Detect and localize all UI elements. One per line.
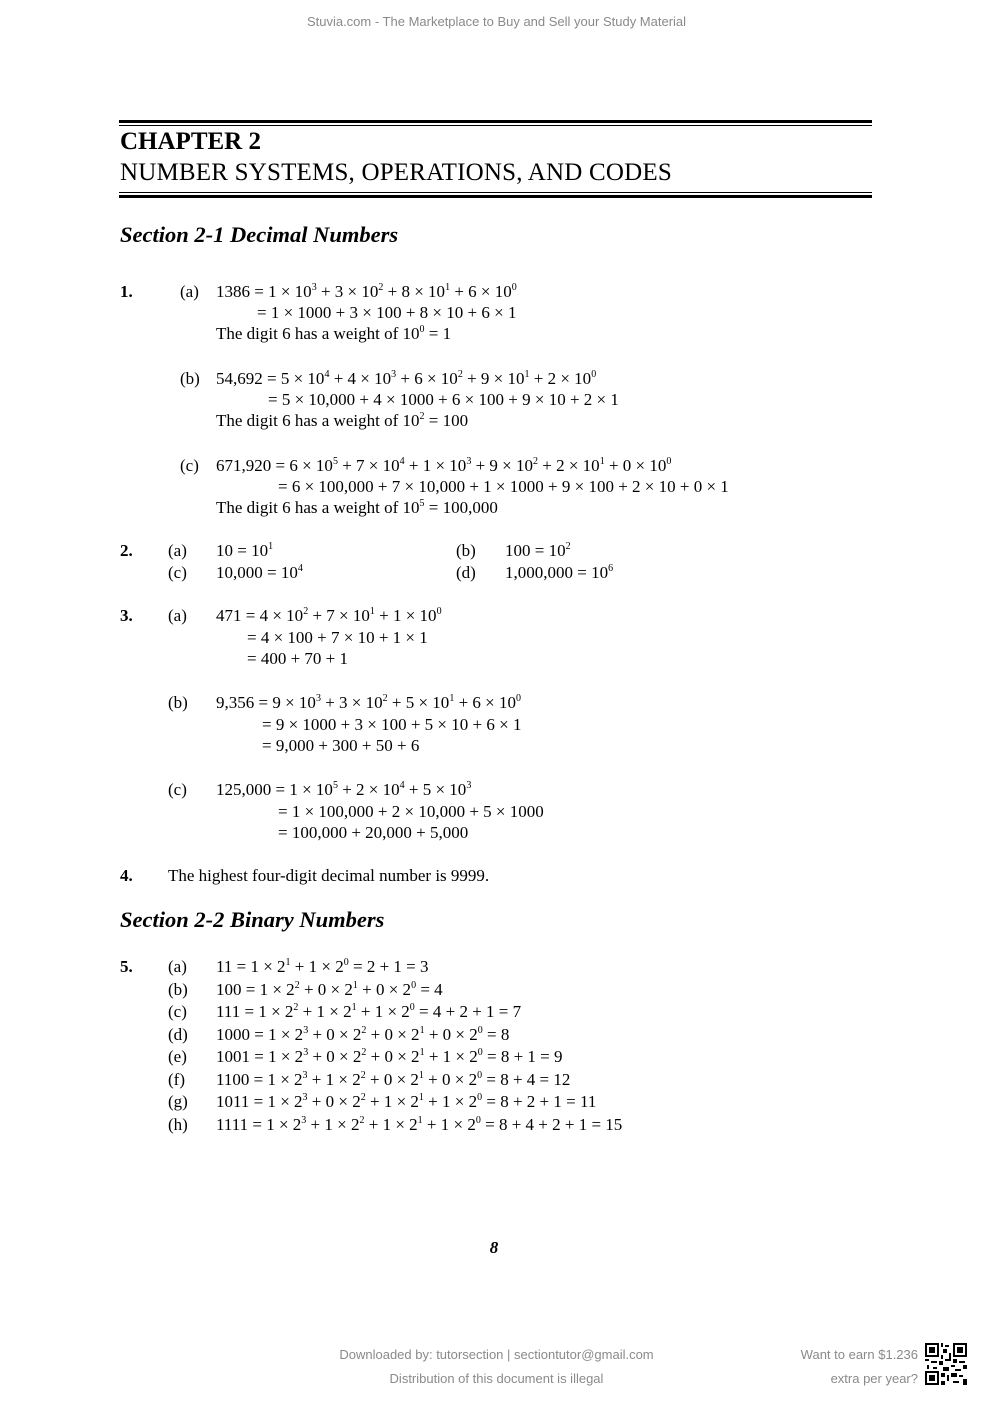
p3-c-eq3: = 100,000 + 20,000 + 5,000 bbox=[278, 823, 469, 842]
footer-promo-line2[interactable]: extra per year? bbox=[830, 1371, 918, 1386]
p2-d-eq: $1,000,000 = 10^6$ bbox=[505, 563, 614, 582]
p2-a-label: (a) bbox=[168, 541, 187, 560]
chapter-top-rule-thin bbox=[119, 125, 872, 126]
p5-item-equation: $100 = 1 \times 2^2 + 0 \times 2^1 + 0 \times 2^0 = 4$ bbox=[216, 979, 443, 999]
p3-a-label: (a) bbox=[168, 606, 187, 625]
p1-b-note: The digit 6 has a weight of $10^2 = 100$ bbox=[216, 411, 469, 430]
chapter-bottom-rule-thick bbox=[119, 195, 872, 198]
p3-a-eq3: = 400 + 70 + 1 bbox=[247, 649, 349, 668]
p5-item-equation: $111 = 1 \times 2^2 + 1 \times 2^1 + 1 \times 2^0 = 4 + 2 + 1 = 7$ bbox=[216, 1002, 522, 1021]
p5-item-label: (e) bbox=[168, 1047, 187, 1066]
problem-number-4: 4. bbox=[120, 866, 133, 885]
p1-b-eq1: $54,692 = 5 \times 10^4 + 4 \times 10^3 + 6 \times 10^2 + 9 \times 10^1 + 2 \times 10^0$ bbox=[216, 369, 597, 388]
p1-c-eq1: $671,920 = 6 \times 10^5 + 7 \times 10^4 + 1 \times 10^3 + 9 \times 10^2 + 2 \times 10^1 + 0 \times 10^0$ bbox=[216, 456, 672, 475]
site-banner: Stuvia.com - The Marketplace to Buy and Sell your Study Material bbox=[306, 14, 687, 29]
p5-item-label: (b) bbox=[168, 979, 188, 999]
p1-c-label: (c) bbox=[180, 456, 199, 475]
p5-item-equation: $11 = 1 \times 2^1 + 1 \times 2^0 = 2 + 1 = 3$ bbox=[216, 957, 429, 976]
p1-a-label: (a) bbox=[180, 282, 199, 301]
p1-b-eq2: = 5 × 10,000 + 4 × 1000 + 6 × 100 + 9 × 10 + 2 × 1 bbox=[268, 390, 619, 409]
p5-item-label: (h) bbox=[168, 1114, 188, 1134]
p3-c-eq1: $125,000 = 1 \times 10^5 + 2 \times 10^4 + 5 \times 10^3$ bbox=[216, 780, 472, 799]
chapter-top-rule-thick bbox=[119, 120, 872, 123]
p3-b-label: (b) bbox=[168, 693, 188, 712]
p2-b-label: (b) bbox=[456, 541, 476, 560]
problem-number-5: 5. bbox=[120, 957, 133, 976]
p1-c-eq2: = 6 × 100,000 + 7 × 10,000 + 1 × 1000 + 9 × 100 + 2 × 10 + 0 × 1 bbox=[278, 477, 729, 496]
p1-b-label: (b) bbox=[180, 369, 200, 388]
p5-item-label: (a) bbox=[168, 957, 187, 976]
section-heading-2-2: Section 2-2 Binary Numbers bbox=[120, 907, 385, 932]
p5-item-equation: $1011 = 1 \times 2^3 + 0 \times 2^2 + 1 \times 2^1 + 1 \times 2^0 = 8 + 2 + 1 = 11$ bbox=[216, 1092, 597, 1111]
p1-c-note: The digit 6 has a weight of $10^5 = 100,000$ bbox=[216, 498, 498, 517]
p1-a-eq2: = 1 × 1000 + 3 × 100 + 8 × 10 + 6 × 1 bbox=[257, 303, 517, 322]
chapter-subtitle: NUMBER SYSTEMS, OPERATIONS, AND CODES bbox=[120, 159, 672, 186]
p2-c-eq: $10,000 = 10^4$ bbox=[216, 563, 303, 582]
problem-number-3: 3. bbox=[120, 606, 133, 625]
problem-number-2: 2. bbox=[120, 541, 133, 560]
page-number: 8 bbox=[489, 1238, 499, 1257]
p2-c-label: (c) bbox=[168, 563, 187, 582]
footer-promo-line1[interactable]: Want to earn $1.236 bbox=[800, 1347, 918, 1362]
p5-item-label: (c) bbox=[168, 1002, 187, 1021]
footer-distribution-notice: Distribution of this document is illegal bbox=[389, 1371, 604, 1386]
problem-number-1: 1. bbox=[120, 282, 133, 301]
p1-a-note: The digit 6 has a weight of $10^0 = 1$ bbox=[216, 324, 452, 343]
p5-item-equation: $1100 = 1 \times 2^3 + 1 \times 2^2 + 0 \times 2^1 + 0 \times 2^0 = 8 + 4 = 12$ bbox=[216, 1069, 571, 1089]
p1-a-eq1: $1386 = 1 \times 10^3 + 3 \times 10^2 + 8 \times 10^1 + 6 \times 10^0$ bbox=[216, 282, 517, 301]
p3-b-eq3: = 9,000 + 300 + 50 + 6 bbox=[262, 736, 420, 755]
p3-b-eq1: $9,356 = 9 \times 10^3 + 3 \times 10^2 + 5 \times 10^1 + 6 \times 10^0$ bbox=[216, 693, 521, 712]
p2-d-label: (d) bbox=[456, 563, 476, 582]
p2-a-eq: $10 = 10^1$ bbox=[216, 541, 274, 560]
p2-b-eq: $100 = 10^2$ bbox=[505, 541, 571, 560]
p3-a-eq2: = 4 × 100 + 7 × 10 + 1 × 1 bbox=[247, 628, 428, 647]
p5-item-equation: $1001 = 1 \times 2^3 + 0 \times 2^2 + 0 \times 2^1 + 1 \times 2^0 = 8 + 1 = 9$ bbox=[216, 1047, 563, 1066]
p5-item-label: (g) bbox=[168, 1092, 188, 1111]
p3-c-eq2: = 1 × 100,000 + 2 × 10,000 + 5 × 1000 bbox=[278, 802, 544, 821]
p5-item-equation: $1000 = 1 \times 2^3 + 0 \times 2^2 + 0 \times 2^1 + 0 \times 2^0 = 8$ bbox=[216, 1024, 510, 1044]
p3-a-eq1: $471 = 4 \times 10^2 + 7 \times 10^1 + 1 \times 10^0$ bbox=[216, 606, 442, 625]
chapter-label: CHAPTER 2 bbox=[120, 128, 261, 155]
p5-item-equation: $1111 = 1 \times 2^3 + 1 \times 2^2 + 1 \times 2^1 + 1 \times 2^0 = 8 + 4 + 2 + 1 = 15$ bbox=[216, 1114, 623, 1134]
section-heading-2-1: Section 2-1 Decimal Numbers bbox=[120, 222, 399, 247]
p5-item-label: (d) bbox=[168, 1024, 188, 1044]
footer-downloaded-by: Downloaded by: tutorsection | sectiontutor@gmail.com bbox=[339, 1347, 654, 1362]
p3-b-eq2: = 9 × 1000 + 3 × 100 + 5 × 10 + 6 × 1 bbox=[262, 715, 522, 734]
p3-c-label: (c) bbox=[168, 780, 187, 799]
p4-text: The highest four-digit decimal number is 9999. bbox=[168, 866, 490, 885]
chapter-bottom-rule-thin bbox=[119, 192, 872, 193]
p5-item-label: (f) bbox=[168, 1069, 185, 1089]
qr-code-icon[interactable] bbox=[925, 1343, 967, 1385]
